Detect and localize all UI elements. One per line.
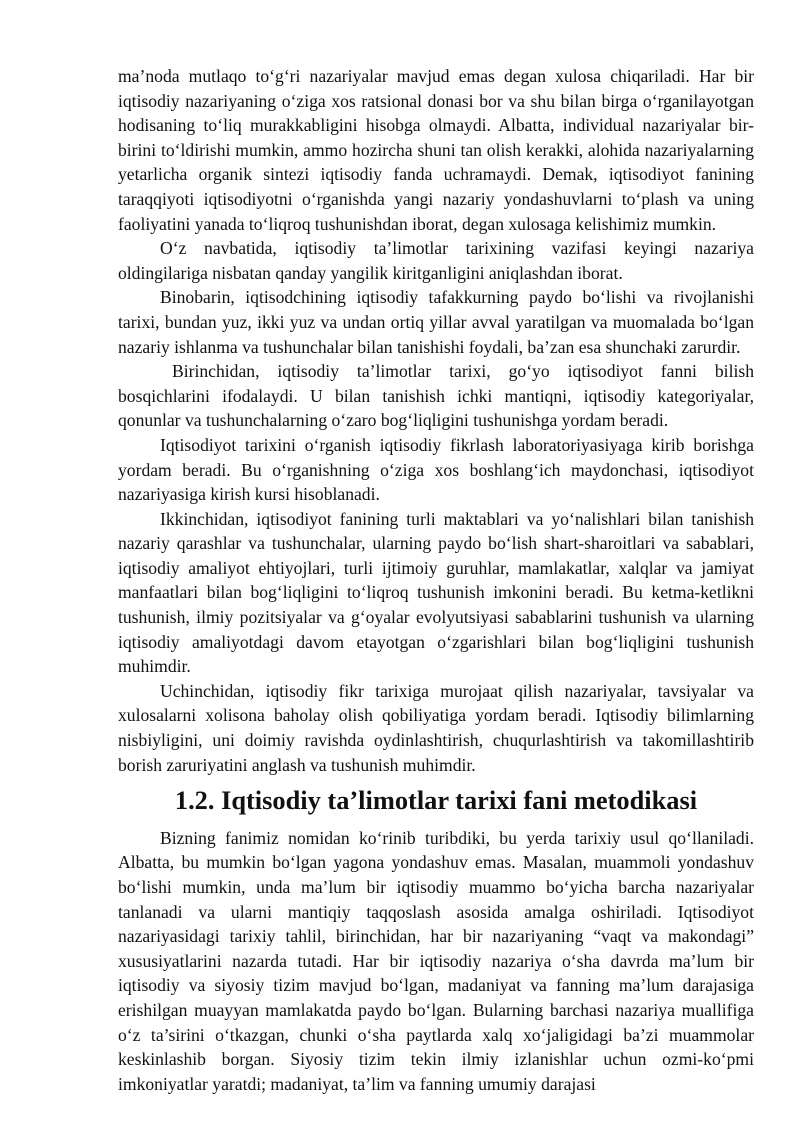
paragraph-navbatida: O‘z navbatida, iqtisodiy ta’limotlar tarixining vazifasi keyingi nazariya oldingilariga nisbatan qanday yangilik kiritganligini aniqlashdan iborat. xyxy=(118,238,754,283)
document-page xyxy=(118,64,754,1096)
paragraph-bizning-fanimiz: Bizning fanimiz nomidan ko‘rinib turibdiki, bu yerda tarixiy usul qo‘llaniladi. Albatta, bu mumkin bo‘lgan yagona yondashuv emas. Masalan, muammoli yondashuv bo‘lishi mumkin, unda ma’lum bir iqtisodiy muammo bo‘yicha barcha nazariyalar tanlanadi va ularni mantiqiy taqqoslash asosida amalga oshiriladi. Iqtisodiyot nazariyasidagi tarixiy tahlil, birinchidan, har bir nazariyaning “vaqt va makondagi” xususiyatlarini nazarda tutadi. Har bir iqtisodiy nazariya o‘sha davrda ma’lum bir iqtisodiy va siyosiy tizim mavjud bo‘lgan, madaniyat va fanning ma’lum darajasiga erishilgan muayyan mamlakatda paydo bo‘lgan. Bularning barchasi nazariya muallifiga o‘z ta’sirini o‘tkazgan, chunki o‘sha paytlarda xalq xo‘jaligidagi ba’zi muammolar keskinlashib borgan. Siyosiy tizim tekin ilmiy izlanishlar uchun ozmi-ko‘pmi imkoniyatlar yaratdi; madaniyat, ta’lim va fanning umumiy darajasi xyxy=(118,827,754,1094)
paragraph-ikkinchidan: Ikkinchidan, iqtisodiyot fanining turli maktablari va yo‘nalishlari bilan tanishish nazariy qarashlar va tushunchalar, ularning paydo bo‘lish shart-sharoitlari va sabablari, iqtisodiy amaliyot ehtiyojlari, turli ijtimoiy guruhlar, mamlakatlar, xalqlar va jamiyat manfaatlari bilan bog‘liqligini to‘liqroq tushunish imkonini beradi. Bu ketma-ketlikni tushunish, ilmiy pozitsiyalar va g‘oyalar evolyutsiyasi sabablarini tushunish va ularning iqtisodiy amaliyotdagi davom etayotgan o‘zgarishlari bilan bog‘liqligini tushunish muhimdir. xyxy=(118,508,754,677)
paragraph-uchinchidan: Uchinchidan, iqtisodiy fikr tarixiga murojaat qilish nazariyalar, tavsiyalar va xulosalarni xolisona baholay olish qobiliyatiga yordam beradi. Iqtisodiy bilimlarning nisbiyligini, uni doimiy ravishda oydinlashtirish, chuqurlashtirish va takomillashtirib borish zaruriyatini anglash va tushunish muhimdir. xyxy=(118,680,754,775)
section-heading: 1.2. Iqtisodiy ta’limotlar tarixi fani metodikasi xyxy=(174,785,698,816)
paragraph-birinchidan: Birinchidan, iqtisodiy ta’limotlar tarixi, go‘yo iqtisodiyot fanni bilish bosqichlarini ifodalaydi. U bilan tanishish ichki mantiqni, iqtisodiy kategoriyalar, qonunlar va tushunchalarning o‘zaro bog‘liqligini tushunishga yordam beradi. xyxy=(118,361,754,431)
paragraph-tarixini-organish: Iqtisodiyot tarixini o‘rganish iqtisodiy fikrlash laboratoriyasiyaga kirib borishga yordam beradi. Bu o‘rganishning o‘ziga xos boshlang‘ich maydonchasi, iqtisodiyot nazariyasiga kirish kursi hisoblanadi. xyxy=(118,434,754,505)
paragraph-binobarin: Binobarin, iqtisodchining iqtisodiy tafakkurning paydo bo‘lishi va rivojlanishi tarixi, bundan yuz, ikki yuz va undan ortiq yillar avval yaratilgan va muomalada bo‘lgan nazariy ishlanma va tushunchalar bilan tanishishi foydali, ba’zan esa shunchaki zarurdir. xyxy=(118,287,754,357)
paragraph-continuation: ma’noda mutlaqo to‘g‘ri nazariyalar mavjud emas degan xulosa chiqariladi. Har bir iqtisodiy nazariyaning o‘ziga xos ratsional donasi bor va shu bilan birga o‘rganilayotgan hodisaning to‘liq murakkabligini hisobga olmaydi. Albatta, individual nazariyalar bir-birini to‘ldirishi mumkin, ammo hozircha shuni tan olish kerakki, alohida nazariyalarning yetarlicha organik sintezi iqtisodiy fanda uchramaydi. Demak, iqtisodiyot fanining taraqqiyoti iqtisodiyotni o‘rganishda yangi nazariy yondashuvlarni to‘plash va uning faoliyatini yanada to‘liqroq tushunishdan iborat, degan xulosaga kelishimiz mumkin. xyxy=(118,66,754,234)
